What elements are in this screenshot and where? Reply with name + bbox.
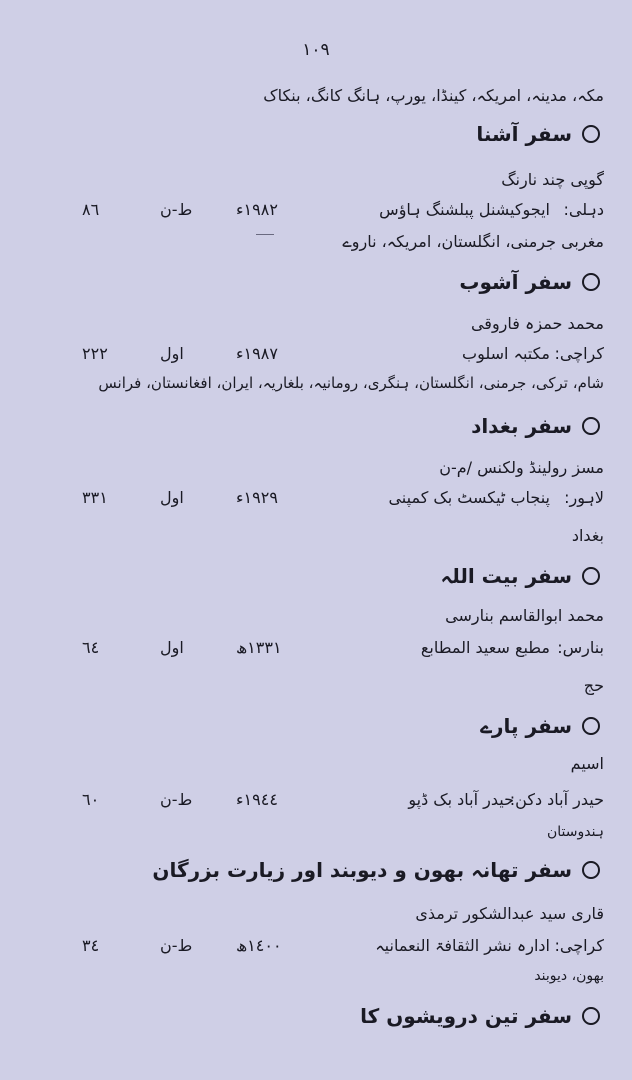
year: ١٩٨٧ء: [236, 344, 278, 363]
entry-title: سفر پارے: [480, 714, 600, 738]
countries-line: مکہ، مدینہ، امریکہ، کینڈا، یورپ، ہانگ کانگ، بنکاک: [263, 86, 604, 105]
countries-line: حج: [583, 676, 604, 695]
circle-bullet-icon: [582, 417, 600, 435]
city: حیدر آباد دکن:: [509, 790, 604, 809]
author-name: مسز رولینڈ ولکنس /م-ن: [439, 458, 604, 477]
circle-bullet-icon: [582, 125, 600, 143]
edition: اول: [160, 488, 184, 507]
divider: [256, 234, 274, 235]
year: ١٩٢٩ء: [236, 488, 278, 507]
publication-row: [0, 936, 632, 962]
circle-bullet-icon: [582, 717, 600, 735]
page-count: ٦٠: [82, 790, 100, 809]
author-name: محمد حمزہ فاروقی: [470, 314, 604, 333]
year: ١٩٨٢ء: [236, 200, 278, 219]
city: کراچی:: [554, 936, 604, 955]
publication-row: [0, 344, 632, 370]
page-count: ٣٤: [82, 936, 100, 955]
circle-bullet-icon: [582, 1007, 600, 1025]
edition: ط-ن: [160, 936, 193, 955]
city: لاہور:: [564, 488, 604, 507]
publisher: ایجوکیشنل پبلشنگ ہاؤس: [379, 200, 550, 219]
publisher: مطبع سعید المطابع: [420, 638, 550, 657]
edition: اول: [160, 638, 184, 657]
year: ١٣٣١ھ: [236, 638, 282, 657]
edition: اول: [160, 344, 184, 363]
year: ١٩٤٤ء: [236, 790, 278, 809]
entry-title: سفر آشوب: [459, 270, 600, 294]
edition: ط-ن: [160, 200, 193, 219]
city: بنارس:: [557, 638, 604, 657]
countries-line: مغربی جرمنی، انگلستان، امریکہ، ناروے: [342, 232, 604, 251]
entry-title: سفر تھانہ بھون و دیوبند اور زیارت بزرگان: [152, 858, 600, 882]
city: دہلی:: [563, 200, 604, 219]
publication-row: [0, 200, 632, 226]
publisher: حیدر آباد بک ڈپو: [408, 790, 514, 809]
publisher: مکتبہ اسلوب: [462, 344, 550, 363]
countries-line: بغداد: [571, 526, 604, 545]
countries-line: بھون، دیوبند: [534, 968, 604, 984]
publication-row: [0, 488, 632, 514]
countries-line: شام، ترکی، جرمنی، انگلستان، ہنگری، رومانیہ، بلغاریہ، ایران، افغانستان، فرانس: [98, 374, 604, 392]
circle-bullet-icon: [582, 567, 600, 585]
entry-title: سفر بیت اللہ: [440, 564, 600, 588]
page-count: ٨٦: [82, 200, 100, 219]
year: ١٤٠٠ھ: [236, 936, 282, 955]
author-name: اسیم: [570, 754, 604, 773]
circle-bullet-icon: [582, 861, 600, 879]
city: کراچی:: [554, 344, 604, 363]
page-count: ٢٢٢: [82, 344, 108, 363]
entry-title: سفر تین درویشوں کا: [360, 1004, 600, 1028]
page-number: ١٠٩: [302, 40, 330, 60]
countries-line: ہندوستان: [546, 824, 604, 840]
author-name: محمد ابوالقاسم بنارسی: [445, 606, 604, 625]
entry-title: سفر آشنا: [476, 122, 600, 146]
page-count: ٣٣١: [82, 488, 108, 507]
author-name: گوپی چند نارنگ: [501, 170, 604, 189]
publication-row: [0, 638, 632, 664]
entry-title: سفر بغداد: [471, 414, 600, 438]
edition: ط-ن: [160, 790, 193, 809]
publisher: ادارہ نشر الثقافۃ النعمانیہ: [375, 936, 550, 955]
circle-bullet-icon: [582, 273, 600, 291]
author-name: قاری سید عبدالشکور ترمذی: [415, 904, 604, 923]
publisher: پنجاب ٹیکسٹ بک کمپنی: [388, 488, 550, 507]
publication-row: [0, 790, 632, 816]
page-count: ٦٤: [82, 638, 100, 657]
